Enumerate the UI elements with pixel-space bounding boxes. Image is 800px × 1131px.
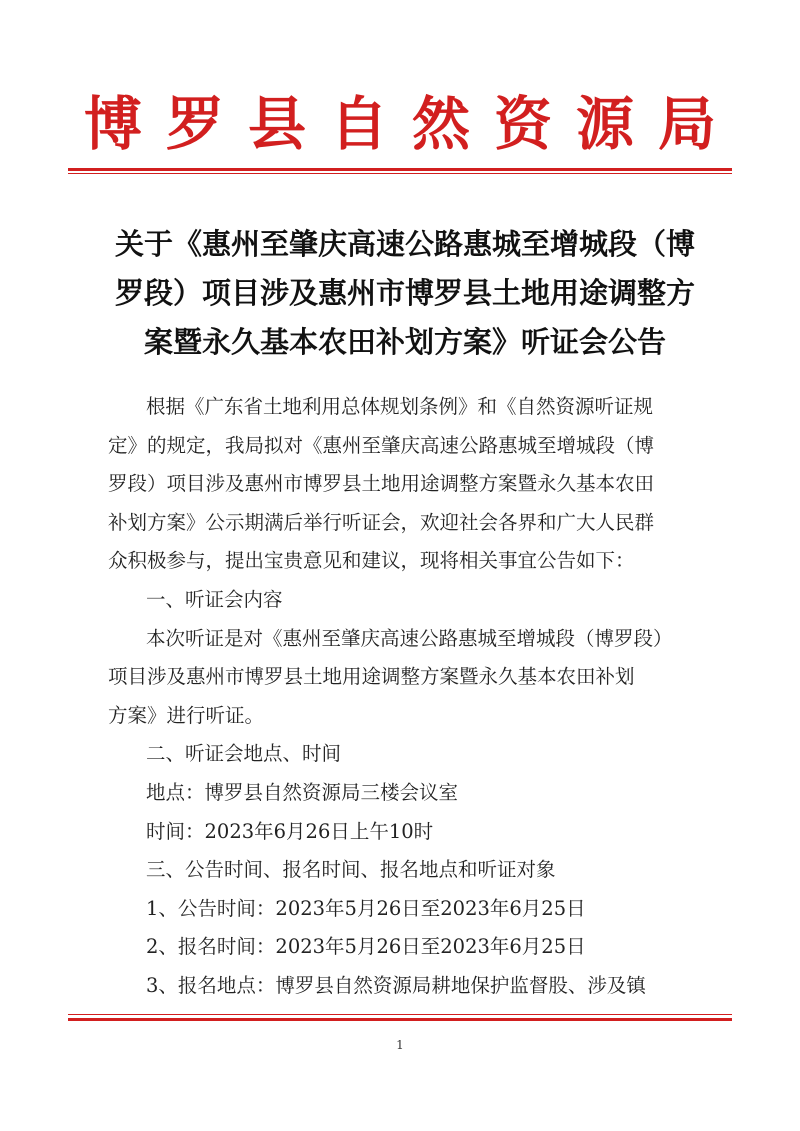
- section-1-line: 方案》进行听证。: [108, 703, 265, 727]
- header-rule-thin: [68, 173, 732, 174]
- org-name-header: 博罗县自然资源局: [84, 90, 741, 158]
- section-2-heading: 二、听证会地点、时间: [146, 742, 342, 766]
- footer-rule-thick: [68, 1018, 732, 1021]
- header-rule-thick: [68, 168, 732, 171]
- intro-line: 罗段）项目涉及惠州市博罗县土地用途调整方案暨永久基本农田: [108, 472, 655, 496]
- section-3-heading: 三、公告时间、报名时间、报名地点和听证对象: [146, 858, 556, 882]
- document-body: [108, 388, 698, 1006]
- intro-paragraph: [108, 388, 698, 581]
- registration-location-item: 3、报名地点：博罗县自然资源局耕地保护监督股、涉及镇: [146, 973, 646, 997]
- hearing-time: 时间：2023年6月26日上午10时: [146, 819, 434, 843]
- section-1-paragraph: [108, 620, 698, 736]
- intro-line: 定》的规定，我局拟对《惠州至肇庆高速公路惠城至增城段（博: [108, 433, 655, 457]
- intro-line: 众积极参与，提出宝贵意见和建议，现将相关事宜公告如下：: [108, 549, 635, 573]
- page-number: 1: [396, 1038, 404, 1052]
- title-line-1: 关于《惠州至肇庆高速公路惠城至增城段（博: [114, 227, 695, 261]
- section-1-heading: 一、听证会内容: [146, 587, 283, 611]
- title-line-2: 罗段）项目涉及惠州市博罗县土地用途调整方: [114, 276, 695, 310]
- hearing-location: 地点：博罗县自然资源局三楼会议室: [146, 780, 459, 804]
- notice-period-item: 1、公告时间：2023年5月26日至2023年6月25日: [146, 896, 586, 920]
- intro-line: 根据《广东省土地利用总体规划条例》和《自然资源听证规: [146, 395, 654, 418]
- registration-period-item: 2、报名时间：2023年5月26日至2023年6月25日: [146, 935, 586, 959]
- section-1-line: 项目涉及惠州市博罗县土地用途调整方案暨永久基本农田补划: [108, 665, 635, 689]
- document-title: [100, 220, 710, 367]
- intro-line: 补划方案》公示期满后举行听证会，欢迎社会各界和广大人民群: [108, 510, 655, 534]
- section-1-line: 本次听证是对《惠州至肇庆高速公路惠城至增城段（博罗段）: [146, 626, 673, 650]
- title-line-3: 案暨永久基本农田补划方案》听证会公告: [143, 325, 666, 359]
- footer-rule-thin: [68, 1014, 732, 1015]
